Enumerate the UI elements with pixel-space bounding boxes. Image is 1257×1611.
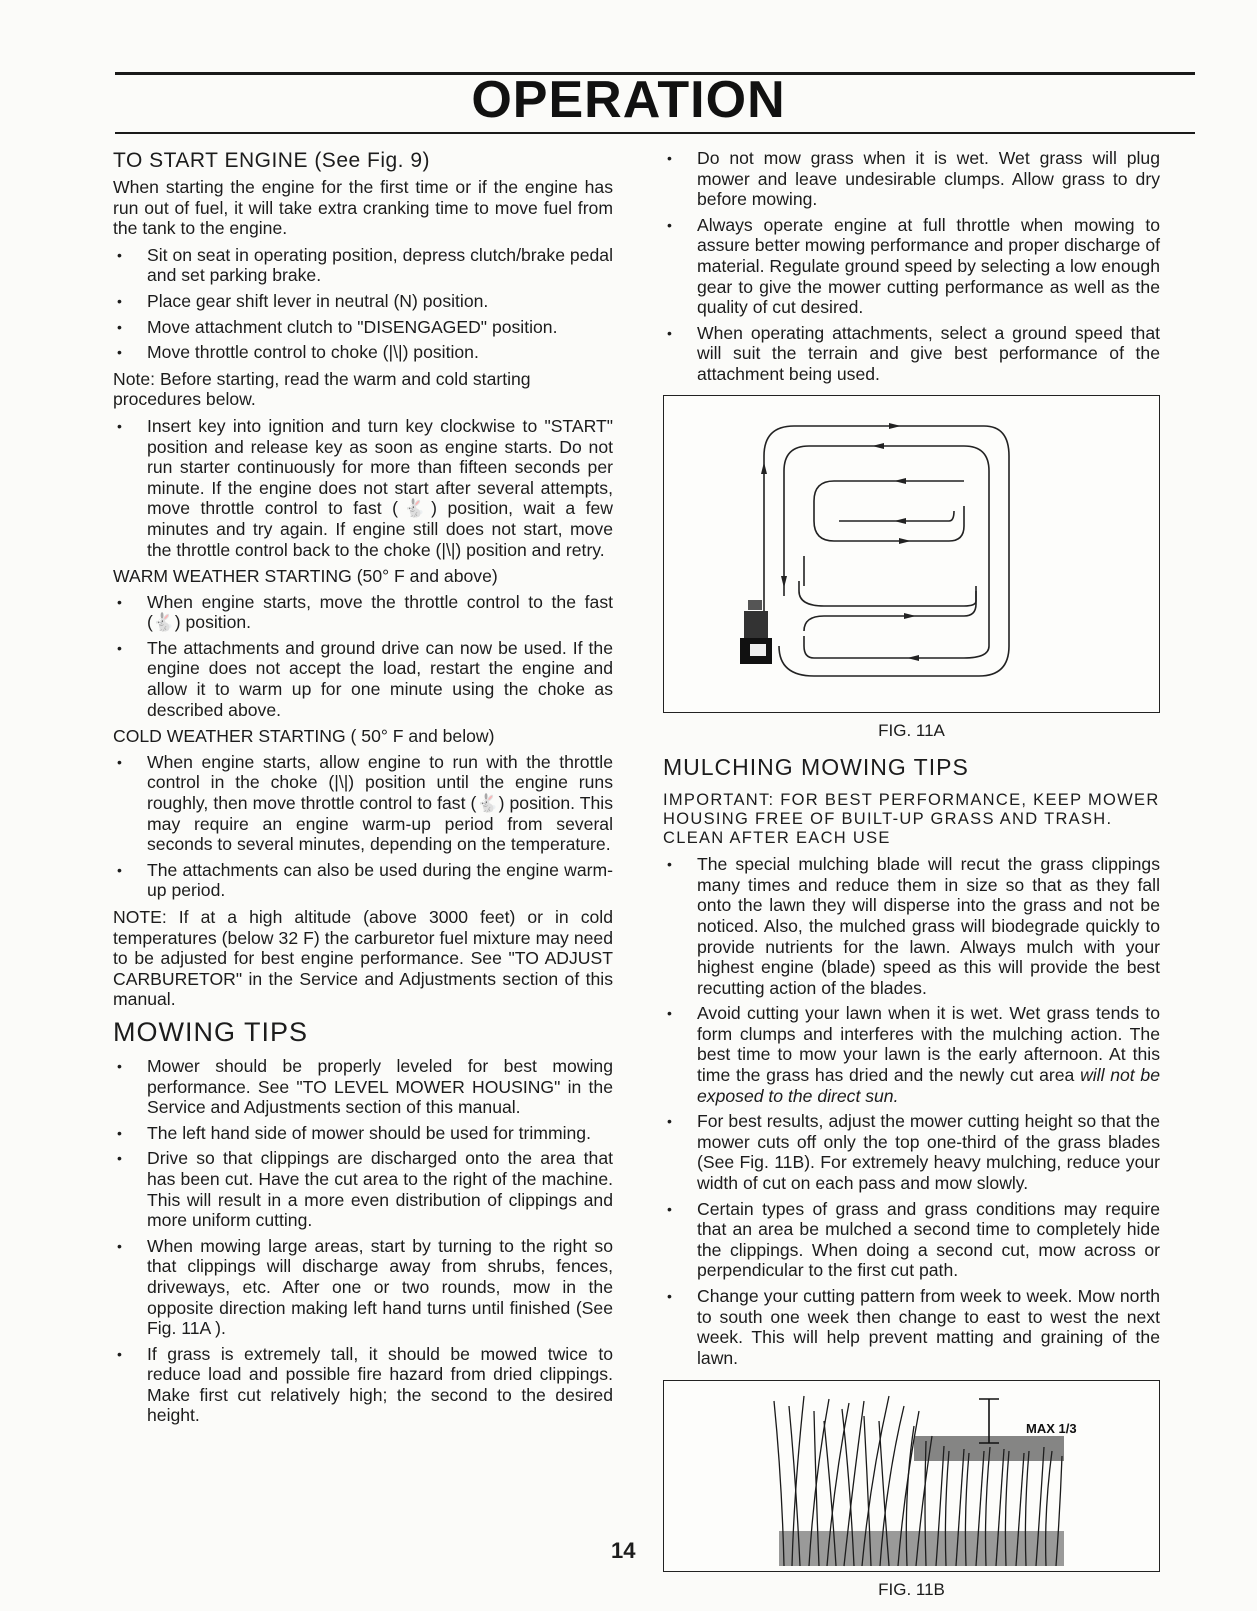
list-item: • The left hand side of mower should be used for trimming.: [113, 1123, 613, 1144]
left-column: [113, 148, 613, 1432]
list-item: • When engine starts, move the throttle control to the fast (🐇) position.: [113, 592, 613, 633]
wet-lawn-text: Avoid cutting your lawn when it is wet. Wet grass tends to form clumps and interferes with the mulching action. The best time to mow your lawn is the early afternoon. At this time the grass has dried and the newly cut area: [697, 1003, 1160, 1086]
list-item: • When engine starts, allow engine to run with the throttle control in the choke (|\|) position until the engine runs roughly, then move throttle control to fast (🐇) position. This may require an engine warm-up period from several seconds to several minutes, depending on the temperature.: [113, 752, 613, 855]
cold-weather-heading: COLD WEATHER STARTING ( 50° F and below): [113, 726, 495, 747]
mulching-tips-list: [663, 854, 1160, 1368]
tractor-icon: [740, 600, 772, 664]
list-item: • For best results, adjust the mower cutting height so that the mower cuts off only the top one-third of the grass blades (See Fig. 11B). For extremely heavy mulching, reduce your width of cut on each pass and mow slowly.: [663, 1111, 1160, 1193]
list-item: • Drive so that clippings are discharged onto the area that has been cut. Have the cut area to the right of the machine. This will result in a more even distribution of clippings and more uniform cutting.: [113, 1148, 613, 1230]
page-title: OPERATION: [471, 71, 786, 129]
figure-11b: [663, 1380, 1160, 1572]
mowing-pattern-diagram: [664, 396, 1158, 709]
right-column: [663, 148, 1160, 1611]
list-item: • Certain types of grass and grass conditions may require that an area be mulched a second time to completely hide the clippings. When doing a second cut, mow across or perpendicular to the first cut path.: [663, 1199, 1160, 1281]
general-tips-list: [663, 148, 1160, 385]
cold-weather-list: [113, 752, 613, 901]
list-item: • Place gear shift lever in neutral (N) position.: [113, 291, 613, 312]
wet-lawn-italic-text: will not be exposed to the direct sun.: [697, 1065, 1160, 1106]
mulching-heading: MULCHING MOWING TIPS: [663, 754, 969, 781]
list-item: • Always operate engine at full throttle when mowing to assure better mowing performance and proper discharge of material. Regulate ground speed by selecting a low enough gear to give the mower cutting performance as well as the quality of cut desired.: [663, 215, 1160, 318]
mowing-tips-heading: MOWING TIPS: [113, 1016, 309, 1047]
grass-height-diagram: [664, 1381, 1158, 1569]
ignition-steps-list: [113, 416, 613, 560]
list-item: • Move attachment clutch to "DISENGAGED" position.: [113, 317, 613, 338]
list-item: • Sit on seat in operating position, depress clutch/brake pedal and set parking brake.: [113, 245, 613, 286]
list-item: • When mowing large areas, start by turning to the right so that clippings will discharge away from shrubs, fences, driveways, etc. After one or two rounds, mow in the opposite direction making left hand turns until finished (See Fig. 11A ).: [113, 1236, 613, 1339]
warm-weather-heading: WARM WEATHER STARTING (50° F and above): [113, 566, 498, 587]
figure-11a: [663, 395, 1160, 713]
max-height-label: MAX 1/3: [1026, 1421, 1077, 1437]
start-engine-heading: TO START ENGINE (See Fig. 9): [113, 149, 431, 172]
start-steps-list: [113, 245, 613, 363]
list-item: • The special mulching blade will recut the grass clippings many times and reduce them in size so that as they fall onto the lawn they will disperse into the grass and not be noticed. Also, the mulched grass will biodegrade quickly to provide nutrients for the lawn. Always mulch with your highest engine (blade) speed as this will provide the best recutting action of the blades.: [663, 854, 1160, 998]
note-before-starting: Note: Before starting, read the warm and cold starting procedures below.: [113, 368, 531, 410]
list-item: • Change your cutting pattern from week to week. Mow north to south one week then change to east to west the next week. This will help prevent matting and graining of the lawn.: [663, 1286, 1160, 1368]
list-item: • If grass is extremely tall, it should be mowed twice to reduce load and possible fire hazard from dried clippings. Make first cut relatively high; the second to the desired height.: [113, 1344, 613, 1426]
list-item: • The attachments can also be used during the engine warm-up period.: [113, 860, 613, 901]
mowing-tips-list: [113, 1056, 613, 1426]
list-item: • Insert key into ignition and turn key clockwise to "START" position and release key as soon as engine starts. Do not run starter continuously for more than fifteen seconds per minute. If the engine does not start after several attempts, move throttle control to fast (🐇) position, wait a few minutes and try again. If engine still does not start, move the throttle control back to the choke (|\|) position and retry.: [113, 416, 613, 560]
page-number: 14: [611, 1538, 636, 1563]
list-item: • Do not mow grass when it is wet. Wet grass will plug mower and leave undesirable clumps. Allow grass to dry before mowing.: [663, 148, 1160, 210]
start-intro: When starting the engine for the first time or if the engine has run out of fuel, it will take extra cranking time to move fuel from the tank to the engine.: [113, 177, 613, 239]
warm-weather-list: [113, 592, 613, 721]
list-item: [663, 1003, 1160, 1106]
fig11a-caption: FIG. 11A: [878, 720, 945, 740]
list-item: • Mower should be properly leveled for best mowing performance. See "TO LEVEL MOWER HOUSING" in the Service and Adjustments section of this manual.: [113, 1056, 613, 1118]
important-notice: IMPORTANT: FOR BEST PERFORMANCE, KEEP MOWER HOUSING FREE OF BUILT-UP GRASS AND TRASH. CLEAN AFTER EACH USE: [663, 791, 1160, 848]
fig11b-caption: FIG. 11B: [878, 1580, 945, 1600]
altitude-note: NOTE: If at a high altitude (above 3000 feet) or in cold temperatures (below 32 F) the carburetor fuel mixture may need to be adjusted for best engine performance. See "TO ADJUST CARBURETOR" in the Service and Adjustments section of this manual.: [113, 907, 613, 1010]
list-item: • Move throttle control to choke (|\|) position.: [113, 342, 613, 363]
list-item: • The attachments and ground drive can now be used. If the engine does not accept the load, restart the engine and allow it to warm up for one minute using the choke as described above.: [113, 638, 613, 720]
list-item: • When operating attachments, select a ground speed that will suit the terrain and give best performance of the attachment being used.: [663, 323, 1160, 385]
title-rule: [115, 132, 1195, 134]
